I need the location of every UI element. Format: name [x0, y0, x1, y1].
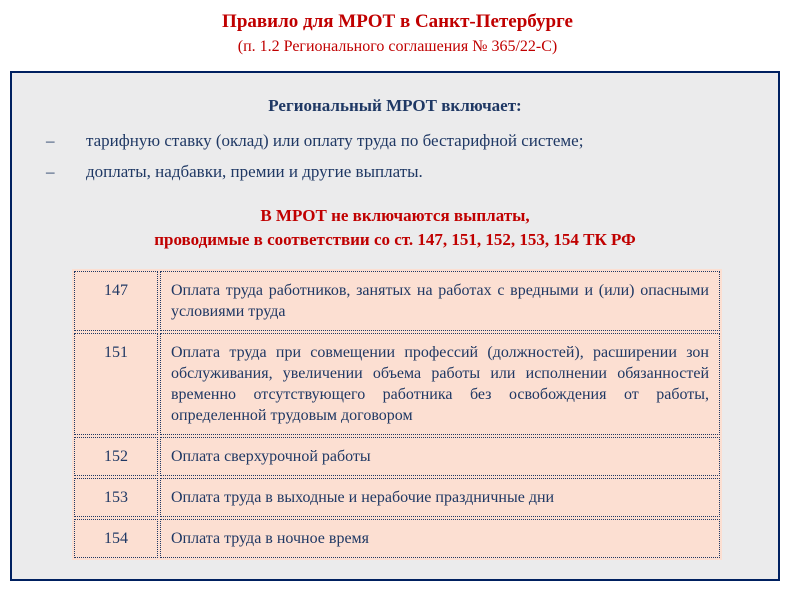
table-row — [74, 478, 720, 517]
table-row — [74, 437, 720, 476]
bullet-text: тарифную ставку (оклад) или оплату труда по бестарифной системе; — [86, 131, 584, 150]
bullet-text: доплаты, надбавки, премии и другие выплаты. — [86, 162, 423, 181]
page-title: Правило для МРОТ в Санкт-Петербурге — [222, 11, 573, 32]
article-description-cell: Оплата труда при совмещении профессий (должностей), расширении зон обслуживания, увеличении объема работы или исполнении обязанностей временно отсутствующего работника без освобождения от работы, определенной трудовым договором — [160, 333, 720, 435]
excludes-heading-line1: В МРОТ не включаются выплаты, — [260, 206, 530, 225]
article-number-cell: 153 — [74, 478, 158, 517]
articles-table — [72, 269, 722, 560]
article-number-cell: 147 — [74, 271, 158, 331]
article-number-cell: 151 — [74, 333, 158, 435]
bullet-dash: – — [46, 131, 55, 150]
article-description-cell: Оплата труда в ночное время — [160, 519, 720, 558]
table-row — [74, 519, 720, 558]
table-row — [74, 271, 720, 331]
bullet-item — [12, 156, 778, 187]
excludes-heading-line2: проводимые в соответствии со ст. 147, 151, 152, 153, 154 ТК РФ — [154, 230, 636, 249]
includes-list — [12, 125, 778, 187]
excludes-heading — [12, 204, 778, 252]
article-number-cell: 154 — [74, 519, 158, 558]
table-row — [74, 333, 720, 435]
article-description-cell: Оплата труда в выходные и нерабочие праздничные дни — [160, 478, 720, 517]
includes-heading: Региональный МРОТ включает: — [268, 96, 522, 115]
article-description-cell: Оплата сверхурочной работы — [160, 437, 720, 476]
bullet-item — [12, 125, 778, 156]
article-number-cell: 152 — [74, 437, 158, 476]
bullet-dash: – — [46, 162, 55, 181]
page-subtitle: (п. 1.2 Регионального соглашения № 365/22-С) — [237, 38, 558, 55]
article-description-cell: Оплата труда работников, занятых на работах с вредными и (или) опасными условиями труда — [160, 271, 720, 331]
content-panel — [10, 71, 780, 581]
